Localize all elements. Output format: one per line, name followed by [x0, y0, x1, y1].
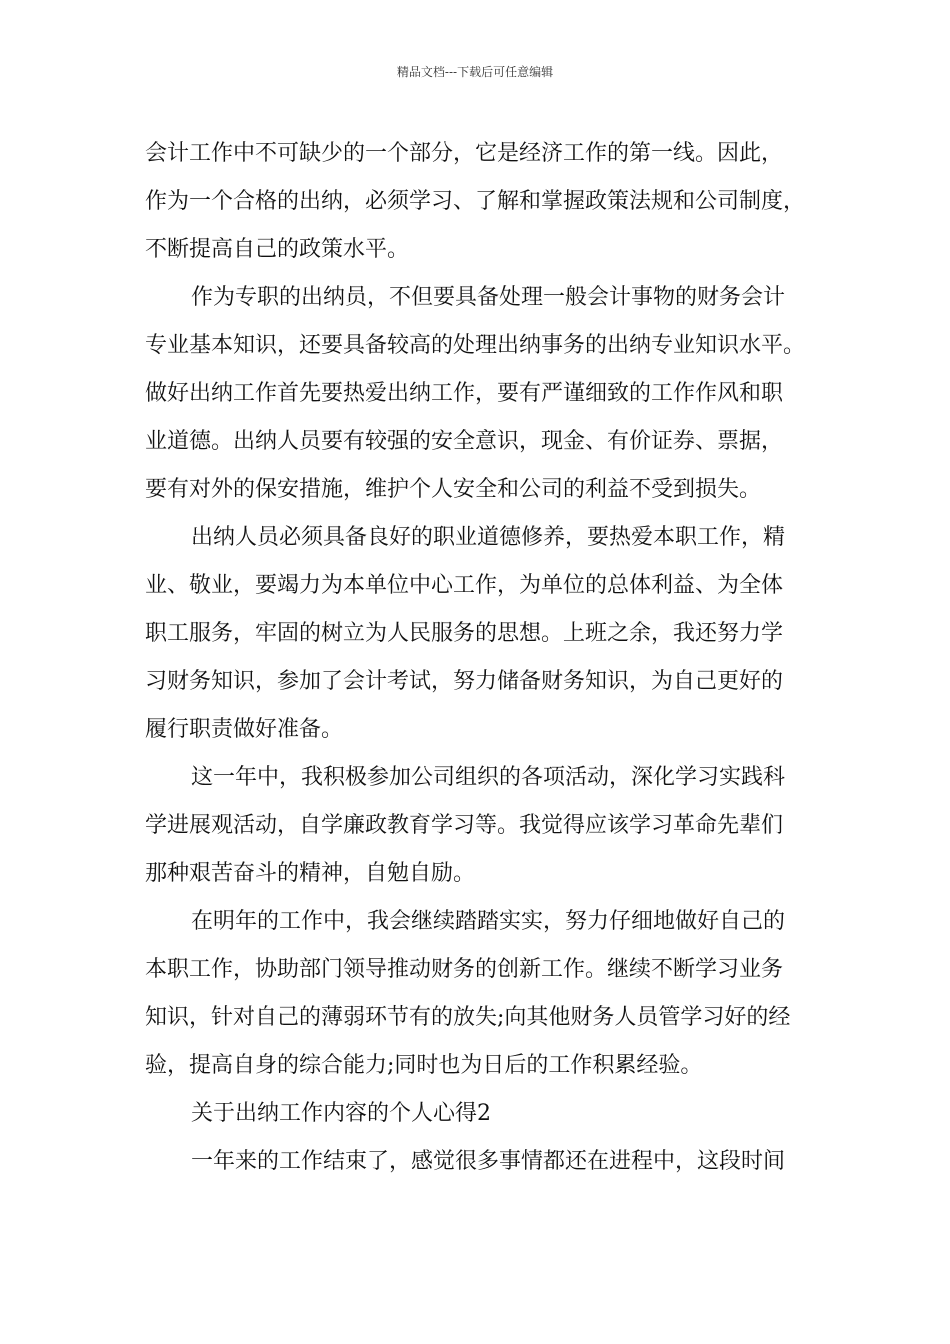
text-line: 在明年的工作中，我会继续踏踏实实，努力仔细地做好自己的 — [191, 909, 786, 934]
text-line: 本职工作，协助部门领导推动财务的创新工作。继续不断学习业务 — [145, 957, 784, 982]
text-line: 履行职责做好准备。 — [145, 717, 344, 742]
text-line: 职工服务，牢固的树立为人民服务的思想。上班之余，我还努力学 — [145, 621, 784, 646]
text-line: 验，提高自身的综合能力;同时也为日后的工作积累经验。 — [145, 1053, 703, 1078]
text-line: 做好出纳工作首先要热爱出纳工作，要有严谨细致的工作作风和职 — [145, 381, 784, 406]
page-header: 精品文档---下载后可任意编辑 — [396, 65, 554, 79]
text-line: 知识，针对自己的薄弱环节有的放失;向其他财务人员管学习好的经 — [145, 1005, 791, 1030]
text-line: 作为一个合格的出纳，必须学习、了解和掌握政策法规和公司制度， — [145, 189, 806, 214]
text-line: 一年来的工作结束了，感觉很多事情都还在进程中，这段时间 — [191, 1149, 786, 1174]
text-line: 出纳人员必须具备良好的职业道德修养，要热爱本职工作，精 — [191, 525, 786, 550]
text-line: 业道德。出纳人员要有较强的安全意识，现金、有价证券、票据， — [145, 429, 784, 454]
text-line: 那种艰苦奋斗的精神，自勉自励。 — [145, 861, 476, 886]
section-heading: 关于出纳工作内容的个人心得2 — [191, 1101, 491, 1126]
text-line: 这一年中，我积极参加公司组织的各项活动，深化学习实践科 — [191, 765, 786, 790]
text-line: 业、敬业，要竭力为本单位中心工作，为单位的总体利益、为全体 — [145, 573, 784, 598]
text-line: 要有对外的保安措施，维护个人安全和公司的利益不受到损失。 — [145, 477, 762, 502]
text-line: 会计工作中不可缺少的一个部分，它是经济工作的第一线。因此， — [145, 141, 784, 166]
text-line: 专业基本知识，还要具备较高的处理出纳事务的出纳专业知识水平。 — [145, 333, 806, 358]
text-line: 不断提高自己的政策水平。 — [145, 237, 410, 262]
document-body — [145, 130, 810, 1186]
text-line: 学进展观活动，自学廉政教育学习等。我觉得应该学习革命先辈们 — [145, 813, 784, 838]
text-line: 作为专职的出纳员，不但要具备处理一般会计事物的财务会计 — [191, 285, 786, 310]
text-line: 习财务知识，参加了会计考试，努力储备财务知识，为自己更好的 — [145, 669, 784, 694]
